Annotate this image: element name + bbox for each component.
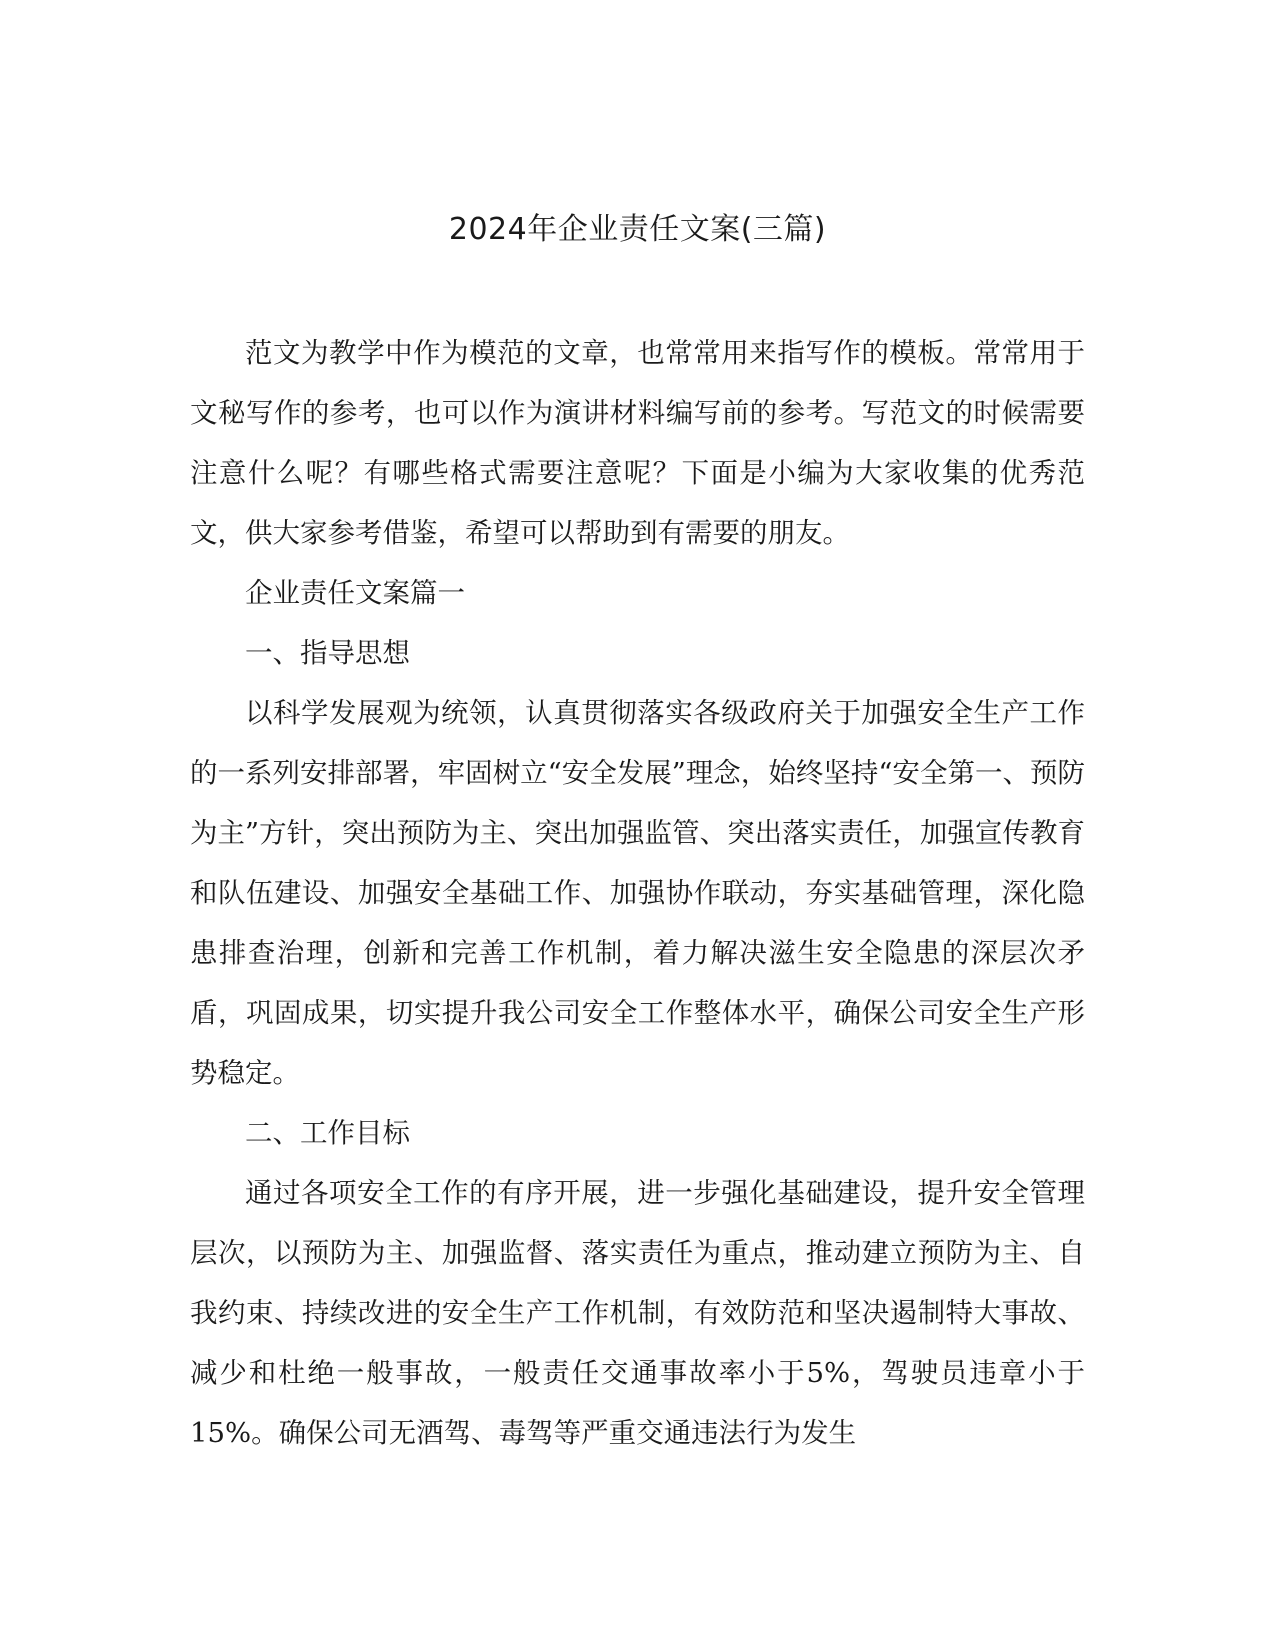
section-heading-part-one: 企业责任文案篇一	[245, 577, 465, 609]
guiding-ideology-paragraph: 以科学发展观为统领，认真贯彻落实各级政府关于加强安全生产工作的一系列安排部署，牢固树立“安全发展”理念，始终坚持“安全第一、预防为主”方针，突出预防为主、突出加强监管、突出落实责任，加强宣传教育和队伍建设、加强安全基础工作、加强协作联动，夯实基础管理，深化隐患排查治理，创新和完善工作机制，着力解决滋生安全隐患的深层次矛盾，巩固成果，切实提升我公司安全工作整体水平，确保公司安全生产形势稳定。	[190, 697, 1085, 1089]
heading-guiding-ideology: 一、指导思想	[245, 637, 410, 669]
document-title: 2024年企业责任文案(三篇)	[448, 212, 827, 247]
work-goals-paragraph: 通过各项安全工作的有序开展，进一步强化基础建设，提升安全管理层次，以预防为主、加强监督、落实责任为重点，推动建立预防为主、自我约束、持续改进的安全生产工作机制，有效防范和坚决遏制特大事故、减少和杜绝一般事故，一般责任交通事故率小于5%，驾驶员违章小于15%。确保公司无酒驾、毒驾等严重交通违法行为发生	[190, 1177, 1085, 1449]
document-body	[190, 323, 1085, 1463]
heading-work-goals: 二、工作目标	[245, 1117, 410, 1149]
intro-paragraph: 范文为教学中作为模范的文章，也常常用来指写作的模板。常常用于文秘写作的参考，也可以作为演讲材料编写前的参考。写范文的时候需要注意什么呢？有哪些格式需要注意呢？下面是小编为大家收集的优秀范文，供大家参考借鉴，希望可以帮助到有需要的朋友。	[190, 337, 1085, 549]
